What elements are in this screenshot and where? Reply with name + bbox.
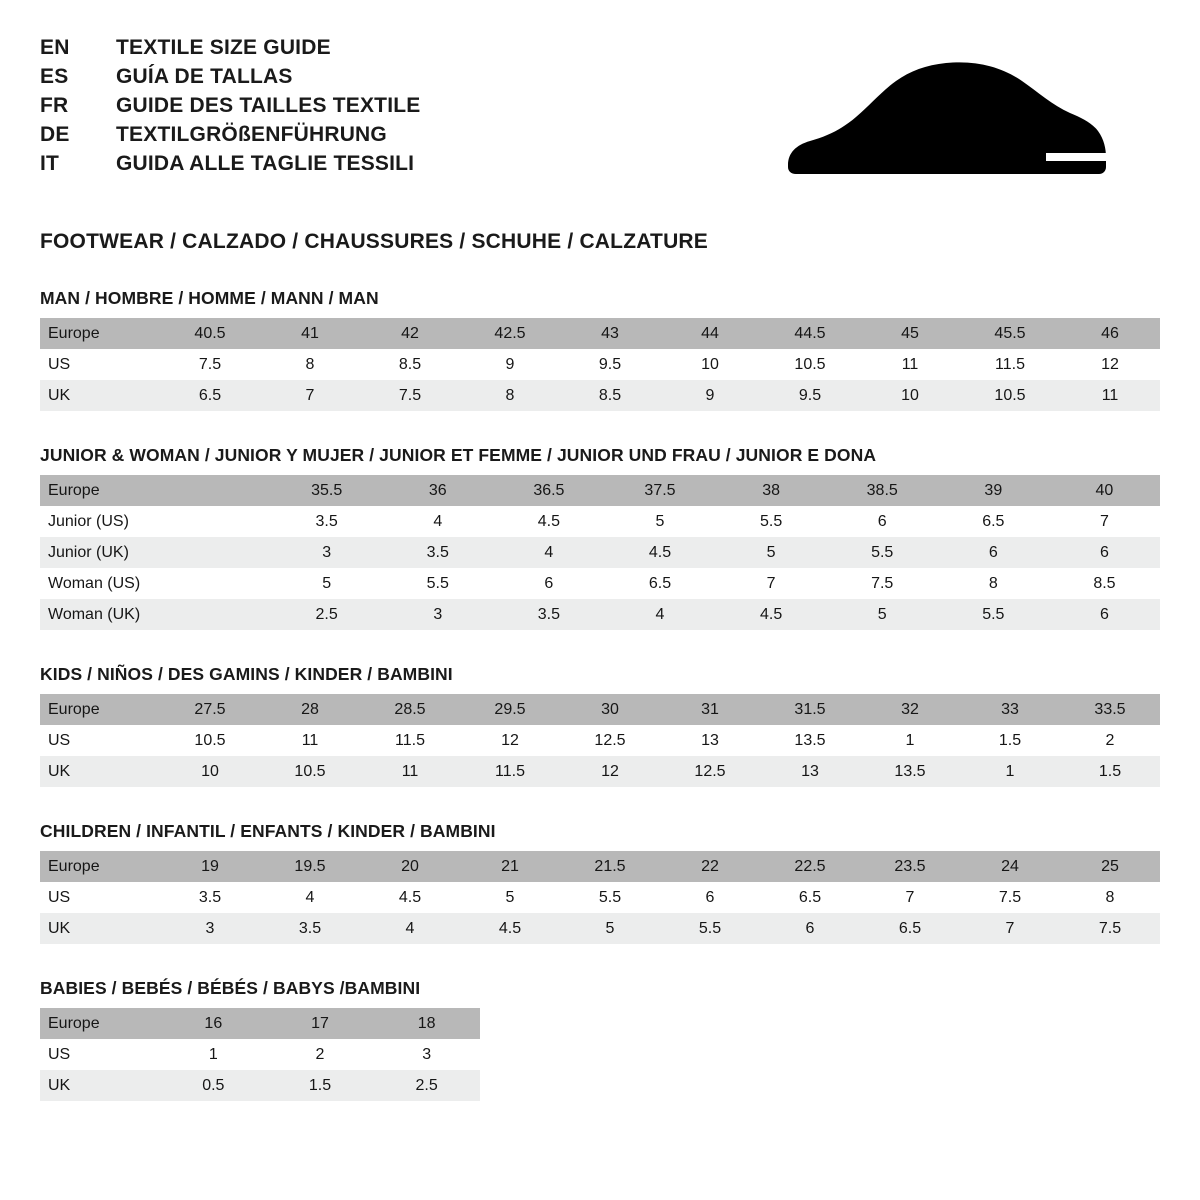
cell: 6.5 [160,380,260,411]
cell: 3.5 [160,882,260,913]
language-code: IT [40,152,60,175]
cell: 4.5 [460,913,560,944]
table-row [40,1070,480,1101]
cell: 4 [604,599,715,630]
cell: 6 [938,537,1049,568]
cell: 1 [160,1039,267,1070]
cell [160,537,271,568]
cell: 29.5 [460,694,560,725]
size-table-babies [40,1008,480,1101]
table-row [40,568,1160,599]
row-label: Europe [40,1008,160,1039]
cell: 11.5 [460,756,560,787]
cell: 9.5 [760,380,860,411]
size-table-junior-woman [40,475,1160,630]
cell: 5.5 [660,913,760,944]
cell: 6.5 [860,913,960,944]
cell: 4 [360,913,460,944]
cell: 12 [460,725,560,756]
cell: 44 [660,318,760,349]
cell: 5.5 [827,537,938,568]
table-row [40,1039,480,1070]
language-title: GUIDE DES TAILLES TEXTILE [116,94,421,117]
language-code: DE [40,123,70,146]
cell: 21 [460,851,560,882]
cell: 7 [860,882,960,913]
cell: 1 [960,756,1060,787]
cell: 31 [660,694,760,725]
cell: 40.5 [160,318,260,349]
cell: 4 [493,537,604,568]
table-row [40,599,1160,630]
cell: 35.5 [271,475,382,506]
language-title: GUIDA ALLE TAGLIE TESSILI [116,152,415,175]
cell: 10.5 [960,380,1060,411]
cell: 3 [271,537,382,568]
cell: 1.5 [960,725,1060,756]
language-row [40,94,420,118]
cell: 38 [716,475,827,506]
language-row [40,152,420,176]
cell: 39 [938,475,1049,506]
cell: 8 [460,380,560,411]
cell: 6 [493,568,604,599]
row-label: US [40,882,160,913]
cell: 4.5 [716,599,827,630]
cell: 10.5 [760,349,860,380]
cell [160,599,271,630]
cell: 3.5 [493,599,604,630]
cell [160,506,271,537]
cell: 5.5 [716,506,827,537]
table-row [40,725,1160,756]
cell: 9 [660,380,760,411]
size-table-kids [40,694,1160,787]
cell: 13.5 [760,725,860,756]
cell: 18 [373,1008,480,1039]
cell: 8.5 [560,380,660,411]
row-label: Junior (UK) [40,537,160,568]
cell: 5.5 [560,882,660,913]
row-label: Europe [40,475,160,506]
row-label: Europe [40,318,160,349]
cell [160,568,271,599]
cell: 12 [560,756,660,787]
cell [160,475,271,506]
row-label: Junior (US) [40,506,160,537]
cell: 6 [1049,599,1160,630]
cell: 12.5 [560,725,660,756]
cell: 36.5 [493,475,604,506]
language-title: TEXTILGRÖßENFÜHRUNG [116,123,387,146]
cell: 11.5 [360,725,460,756]
row-label: UK [40,913,160,944]
cell: 1.5 [1060,756,1160,787]
cell: 7.5 [360,380,460,411]
cell: 5 [560,913,660,944]
row-label: US [40,349,160,380]
cell: 21.5 [560,851,660,882]
table-row [40,756,1160,787]
language-title-list [40,36,420,181]
row-label: Europe [40,694,160,725]
language-code: ES [40,65,69,88]
group-junior-woman [40,445,1160,630]
cell: 23.5 [860,851,960,882]
table-row [40,318,1160,349]
cell: 7.5 [827,568,938,599]
cell: 11 [1060,380,1160,411]
cell: 5.5 [938,599,1049,630]
cell: 3.5 [260,913,360,944]
cell: 32 [860,694,960,725]
cell: 3 [373,1039,480,1070]
cell: 5 [460,882,560,913]
table-row [40,506,1160,537]
cell: 5 [604,506,715,537]
cell: 8 [938,568,1049,599]
cell: 4 [382,506,493,537]
cell: 41 [260,318,360,349]
cell: 3.5 [271,506,382,537]
cell: 6 [760,913,860,944]
cell: 6.5 [760,882,860,913]
cell: 5 [827,599,938,630]
language-title: TEXTILE SIZE GUIDE [116,36,331,59]
cell: 6.5 [938,506,1049,537]
language-code: FR [40,94,69,117]
cell: 3 [382,599,493,630]
row-label: Woman (UK) [40,599,160,630]
cell: 9 [460,349,560,380]
cell: 5 [271,568,382,599]
cell: 3 [160,913,260,944]
cell: 7 [260,380,360,411]
page-header [40,36,1160,202]
cell: 42.5 [460,318,560,349]
language-row [40,123,420,147]
dress-shoe-icon [760,42,1120,202]
language-row [40,36,420,60]
cell: 46 [1060,318,1160,349]
language-row [40,65,420,89]
table-row [40,349,1160,380]
cell: 7.5 [960,882,1060,913]
cell: 7 [1049,506,1160,537]
cell: 1.5 [267,1070,374,1101]
cell: 4 [260,882,360,913]
cell: 36 [382,475,493,506]
group-title: KIDS / NIÑOS / DES GAMINS / KINDER / BAMBINI [40,664,453,684]
cell: 5.5 [382,568,493,599]
cell: 37.5 [604,475,715,506]
cell: 10 [160,756,260,787]
cell: 13.5 [860,756,960,787]
group-title: JUNIOR & WOMAN / JUNIOR Y MUJER / JUNIOR ET FEMME / JUNIOR UND FRAU / JUNIOR E DONA [40,445,877,465]
group-title: MAN / HOMBRE / HOMME / MANN / MAN [40,288,379,308]
cell: 7 [960,913,1060,944]
cell: 2.5 [271,599,382,630]
cell: 8.5 [1049,568,1160,599]
group-man [40,288,1160,411]
cell: 43 [560,318,660,349]
cell: 7 [716,568,827,599]
cell: 3.5 [382,537,493,568]
cell: 45.5 [960,318,1060,349]
cell: 10.5 [160,725,260,756]
cell: 13 [760,756,860,787]
cell: 19.5 [260,851,360,882]
cell: 9.5 [560,349,660,380]
cell: 33.5 [1060,694,1160,725]
cell: 2 [1060,725,1160,756]
category-title: FOOTWEAR / CALZADO / CHAUSSURES / SCHUHE / CALZATURE [40,230,709,253]
size-table-man [40,318,1160,411]
cell: 6 [660,882,760,913]
cell: 10 [660,349,760,380]
cell: 0.5 [160,1070,267,1101]
row-label: Woman (US) [40,568,160,599]
row-label: UK [40,1070,160,1101]
table-row [40,913,1160,944]
size-table-children [40,851,1160,944]
cell: 42 [360,318,460,349]
cell: 11.5 [960,349,1060,380]
cell: 11 [260,725,360,756]
cell: 40 [1049,475,1160,506]
cell: 10.5 [260,756,360,787]
cell: 19 [160,851,260,882]
cell: 5 [716,537,827,568]
group-children [40,821,1160,944]
cell: 13 [660,725,760,756]
cell: 1 [860,725,960,756]
row-label: US [40,725,160,756]
table-row [40,1008,480,1039]
cell: 28 [260,694,360,725]
cell: 2 [267,1039,374,1070]
cell: 38.5 [827,475,938,506]
cell: 30 [560,694,660,725]
cell: 6.5 [604,568,715,599]
group-kids [40,664,1160,787]
cell: 31.5 [760,694,860,725]
row-label: UK [40,756,160,787]
cell: 6 [827,506,938,537]
cell: 17 [267,1008,374,1039]
group-title: BABIES / BEBÉS / BÉBÉS / BABYS /BAMBINI [40,978,421,998]
cell: 22.5 [760,851,860,882]
cell: 7.5 [160,349,260,380]
table-row [40,694,1160,725]
cell: 4.5 [360,882,460,913]
cell: 12 [1060,349,1160,380]
cell: 2.5 [373,1070,480,1101]
cell: 16 [160,1008,267,1039]
language-code: EN [40,36,70,59]
cell: 27.5 [160,694,260,725]
cell: 25 [1060,851,1160,882]
cell: 28.5 [360,694,460,725]
cell: 24 [960,851,1060,882]
group-babies [40,978,1160,1101]
cell: 44.5 [760,318,860,349]
language-title: GUÍA DE TALLAS [116,65,293,88]
cell: 12.5 [660,756,760,787]
table-row [40,537,1160,568]
cell: 45 [860,318,960,349]
table-row [40,851,1160,882]
table-row [40,380,1160,411]
row-label: Europe [40,851,160,882]
cell: 11 [860,349,960,380]
cell: 4.5 [493,506,604,537]
table-row [40,475,1160,506]
cell: 33 [960,694,1060,725]
cell: 8.5 [360,349,460,380]
cell: 8 [260,349,360,380]
cell: 11 [360,756,460,787]
group-title: CHILDREN / INFANTIL / ENFANTS / KINDER / BAMBINI [40,821,496,841]
cell: 22 [660,851,760,882]
cell: 6 [1049,537,1160,568]
cell: 10 [860,380,960,411]
cell: 7.5 [1060,913,1160,944]
cell: 20 [360,851,460,882]
table-row [40,882,1160,913]
cell: 8 [1060,882,1160,913]
row-label: UK [40,380,160,411]
row-label: US [40,1039,160,1070]
cell: 4.5 [604,537,715,568]
